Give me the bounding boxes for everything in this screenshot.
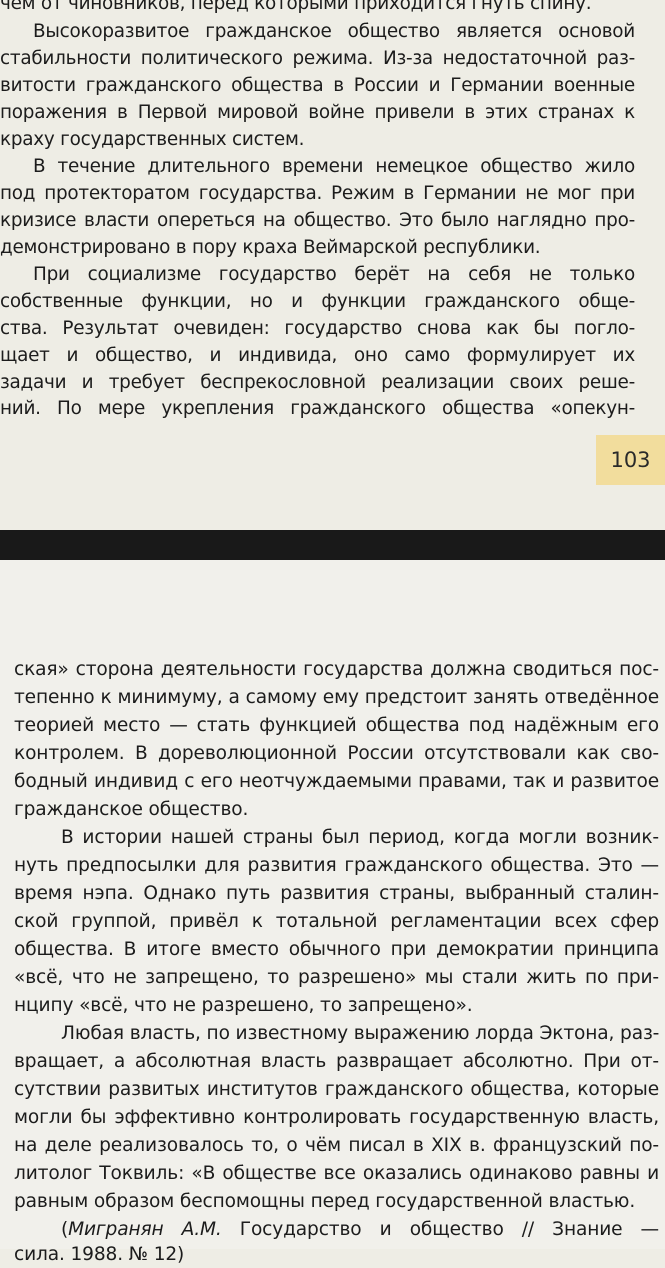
text-line: стабильности политического режима. Из-за недостаточной раз-: [0, 48, 635, 69]
text-line: нципу «всё, что не разрешено, то запрещено».: [14, 995, 473, 1016]
text-line: на деле реализовалось то, о чём писал в XIX в. французский по-: [14, 1135, 659, 1156]
text-line: задачи и требует беспрекословной реализации своих реше-: [0, 372, 635, 393]
page-separator: [0, 530, 665, 560]
text-line: тепенно к минимуму, а самому ему предстоит занять отведённое: [14, 687, 659, 708]
citation-line-2: сила. 1988. № 12): [14, 1244, 185, 1265]
text-line: щает и общество, и индивида, оно само формулирует их: [0, 345, 635, 366]
text-line: контролем. В дореволюционной России отсутствовали как сво-: [14, 743, 659, 764]
citation-author: Мигранян А.М.: [68, 1219, 222, 1240]
text-line: под протекторатом государства. Режим в Германии не мог при: [0, 183, 635, 204]
paragraph-first-line: При социализме государство берёт на себя не только: [33, 264, 635, 285]
text-line: литолог Токвиль: «В обществе все оказались одинаково равны и: [14, 1163, 659, 1184]
text-line: нуть предпосылки для развития гражданского общества. Это —: [14, 855, 659, 876]
text-line: ской группой, привёл к тотальной регламентации всех сфер: [14, 911, 659, 932]
text-line: теорией место — стать функцией общества под надёжным его: [14, 715, 659, 736]
page-number: 103: [596, 435, 665, 485]
text-line: сутствии развитых институтов гражданского общества, которые: [14, 1079, 659, 1100]
paragraph-first-line: В течение длительного времени немецкое общество жило: [33, 156, 635, 177]
text-line: кризисе власти опереться на общество. Это было наглядно про-: [0, 210, 635, 231]
text-line: равным образом беспомощны перед государственной властью.: [14, 1191, 636, 1212]
paragraph-first-line: Высокоразвитое гражданское общество является основой: [33, 21, 635, 42]
text-line: витости гражданского общества в России и Германии военные: [0, 75, 635, 96]
paragraph-first-line: Любая власть, по известному выражению лорда Эктона, раз-: [61, 1023, 660, 1044]
text-line: поражения в Первой мировой войне привели в этих странах к: [0, 102, 635, 123]
book-page-top: [0, 0, 665, 530]
text-line: демонстрировано в пору краха Веймарской республики.: [0, 237, 541, 258]
text-line: гражданское общество.: [14, 799, 249, 820]
text-line: общества. В итоге вместо обычного при демократии принципа: [14, 939, 659, 960]
text-line: время нэпа. Однако путь развития страны, выбранный сталин-: [14, 883, 659, 904]
text-line: чем от чиновников, перед которыми приходится гнуть спину.: [0, 0, 592, 14]
citation-source: Государство и общество // Знание —: [221, 1219, 660, 1240]
text-line: краху государственных систем.: [0, 129, 305, 150]
text-line: ний. По мере укрепления гражданского общества «опекун-: [0, 398, 635, 419]
text-line: собственные функции, но и функции гражданского обще-: [0, 291, 635, 312]
citation-line: [61, 1217, 659, 1243]
citation-open-paren: (: [61, 1219, 69, 1240]
text-line: вращает, а абсолютная власть развращает абсолютно. При от-: [14, 1051, 659, 1072]
text-line: «всё, что не запрещено, то разрешено» мы стали жить по при-: [14, 967, 659, 988]
text-line: могли бы эффективно контролировать государственную власть,: [14, 1107, 659, 1128]
text-line: ская» сторона деятельности государства должна сводиться пос-: [14, 659, 659, 680]
text-line: ства. Результат очевиден: государство снова как бы погло-: [0, 318, 635, 339]
text-line: бодный индивид с его неотчуждаемыми правами, так и развитое: [14, 771, 659, 792]
book-page-bottom: [0, 560, 665, 1265]
paragraph-first-line: В истории нашей страны был период, когда могли возник-: [61, 827, 659, 848]
